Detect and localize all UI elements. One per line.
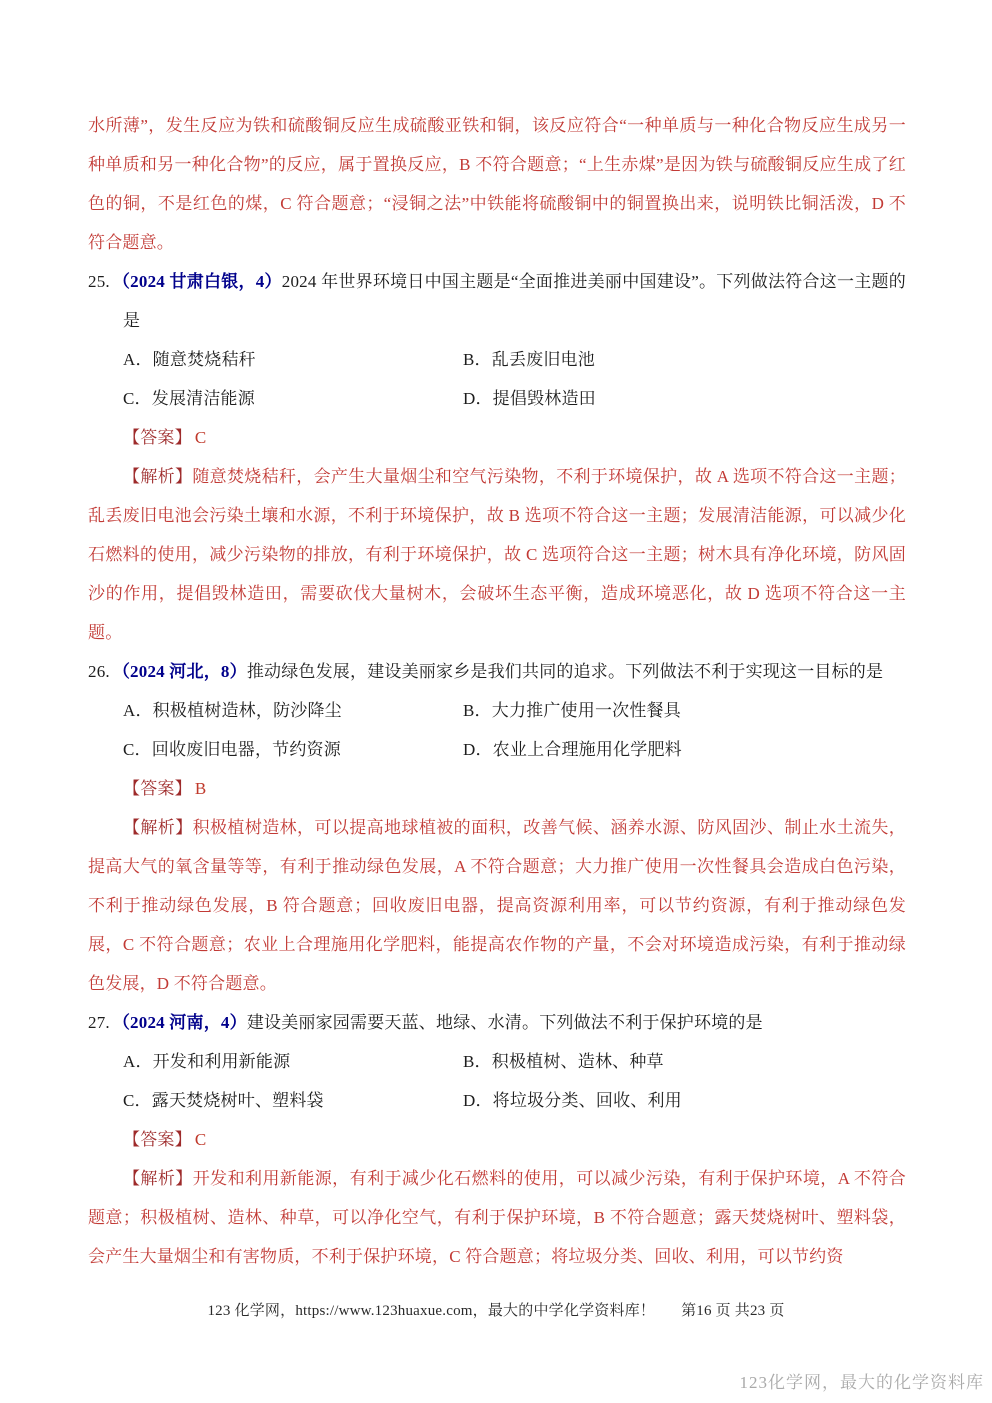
option-d: D．提倡毁林造田 <box>463 389 596 408</box>
options-grid <box>88 691 906 769</box>
analysis-text: 随意焚烧秸秆，会产生大量烟尘和空气污染物，不利于环境保护，故 A 选项不符合这一主题；乱丢废旧电池会污染土壤和水源，不利于环境保护，故 B 选项不符合这一主题；发展清洁能源，可以减少化石燃料的使用，减少污染物的排放，有利于环境保护，故 C 选项符合这一主题；树木具有净化环境，防风固沙的作用，提倡毁林造田，需要砍伐大量树木，会破坏生态平衡，造成环境恶化，故 D 选项不符合这一主题。 <box>88 467 906 642</box>
question-source: （2024 甘肃白银，4） <box>112 272 282 291</box>
answer-marker: 【答案】 <box>123 779 192 798</box>
watermark-text: 123化学网，最大的化学资料库 <box>739 1373 984 1392</box>
option-b: B．积极植树、造林、种草 <box>463 1052 664 1071</box>
exam-page-body <box>88 106 906 1276</box>
analysis-text: 积极植树造林，可以提高地球植被的面积，改善气候、涵养水源、防风固沙、制止水土流失，提高大气的氧含量等等，有利于推动绿色发展，A 不符合题意；大力推广使用一次性餐具会造成白色污染，不利于推动绿色发展，B 符合题意；回收废旧电器，提高资源利用率，可以节约资源，有利于推动绿色发展，C 不符合题意；农业上合理施用化学肥料，能提高农作物的产量，不会对环境造成污染，有利于推动绿色发展，D 不符合题意。 <box>88 818 906 993</box>
answer-marker: 【答案】 <box>123 428 192 447</box>
answer-line <box>88 1120 906 1159</box>
option-a: A．开发和利用新能源 <box>123 1052 291 1071</box>
question-stem: 2024 年世界环境日中国主题是“全面推进美丽中国建设”。下列做法符合这一主题的是 <box>123 272 907 330</box>
question-stem-line <box>88 652 906 691</box>
option-a: A．随意焚烧秸秆 <box>123 350 256 369</box>
page-footer <box>0 1296 992 1326</box>
option-b: B．大力推广使用一次性餐具 <box>463 701 681 720</box>
question-26 <box>88 652 906 1003</box>
option-d: D．农业上合理施用化学肥料 <box>463 740 682 759</box>
analysis-text: 开发和利用新能源，有利于减少化石燃料的使用，可以减少污染，有利于保护环境，A 不符合题意；积极植树、造林、种草，可以净化空气，有利于保护环境，B 不符合题意；露天焚烧树叶、塑料袋，会产生大量烟尘和有害物质，不利于保护环境，C 符合题意；将垃圾分类、回收、利用，可以节约资 <box>88 1169 906 1266</box>
previous-question-analysis-continuation: 水所薄”，发生反应为铁和硫酸铜反应生成硫酸亚铁和铜，该反应符合“一种单质与一种化合物反应生成另一种单质和另一种化合物”的反应，属于置换反应，B 不符合题意；“上生赤煤”是因为铁与硫酸铜反应生成了红色的铜，不是红色的煤，C 符合题意；“浸铜之法”中铁能将硫酸铜中的铜置换出来，说明铁比铜活泼，D 不符合题意。 <box>88 116 906 252</box>
question-source: （2024 河北，8） <box>112 662 247 681</box>
options-row <box>123 1042 906 1081</box>
question-number: 27. <box>88 1013 110 1032</box>
question-number: 26. <box>88 662 110 681</box>
analysis-marker: 【解析】 <box>123 1169 193 1188</box>
answer-line <box>88 769 906 808</box>
question-stem: 建设美丽家园需要天蓝、地绿、水清。下列做法不利于保护环境的是 <box>246 1013 763 1032</box>
question-source: （2024 河南，4） <box>112 1013 247 1032</box>
options-row <box>123 691 906 730</box>
answer-value: C <box>194 428 207 447</box>
answer-value: C <box>194 1130 207 1149</box>
options-row <box>123 1081 906 1120</box>
footer-site-text: 123 化学网，https://www.123huaxue.com，最大的中学化学资料库！ <box>207 1303 656 1319</box>
analysis-marker: 【解析】 <box>123 467 193 486</box>
answer-line <box>88 418 906 457</box>
question-number: 25. <box>88 272 110 291</box>
options-row <box>123 340 906 379</box>
question-stem-line <box>88 262 906 340</box>
options-row <box>123 379 906 418</box>
option-b: B．乱丢废旧电池 <box>463 350 595 369</box>
footer-page-number: 第16 页 共23 页 <box>681 1303 785 1319</box>
option-a: A．积极植树造林，防沙降尘 <box>123 701 342 720</box>
question-27 <box>88 1003 906 1276</box>
option-c: C．露天焚烧树叶、塑料袋 <box>123 1091 324 1110</box>
answer-marker: 【答案】 <box>123 1130 192 1149</box>
analysis-paragraph <box>88 808 906 1003</box>
analysis-marker: 【解析】 <box>123 818 193 837</box>
analysis-paragraph <box>88 457 906 652</box>
options-grid <box>88 1042 906 1120</box>
option-d: D．将垃圾分类、回收、利用 <box>463 1091 682 1110</box>
options-grid <box>88 340 906 418</box>
question-25 <box>88 262 906 652</box>
option-c: C．发展清洁能源 <box>123 389 255 408</box>
options-row <box>123 730 906 769</box>
option-c: C．回收废旧电器，节约资源 <box>123 740 341 759</box>
analysis-paragraph <box>88 1159 906 1276</box>
answer-value: B <box>194 779 207 798</box>
question-stem-line <box>88 1003 906 1042</box>
question-stem: 推动绿色发展，建设美丽家乡是我们共同的追求。下列做法不利于实现这一目标的是 <box>246 662 884 681</box>
